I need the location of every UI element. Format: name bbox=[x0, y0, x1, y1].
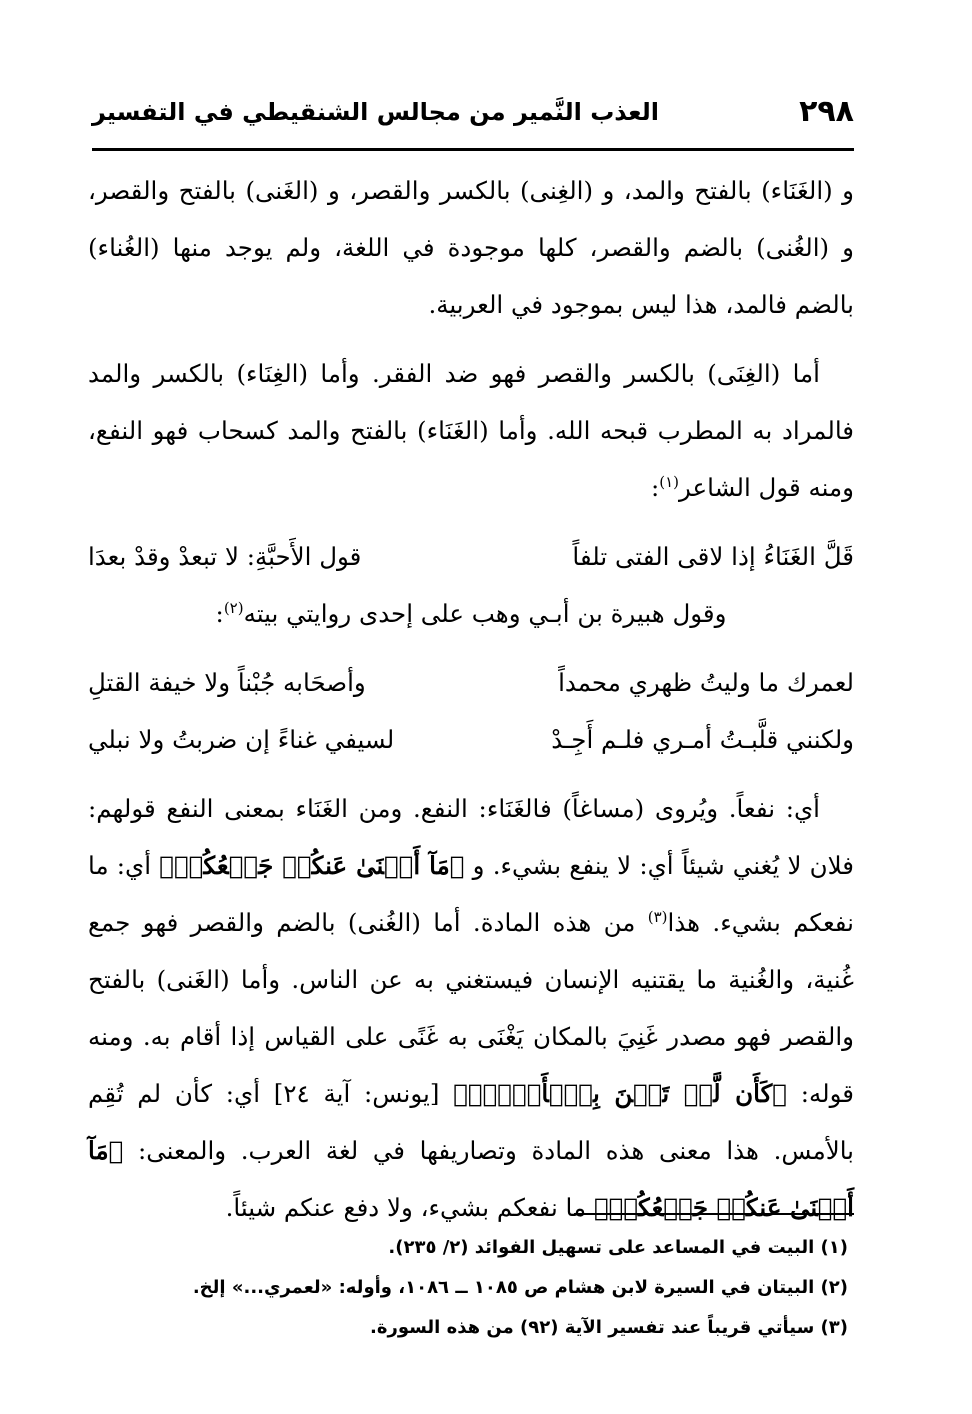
page-header bbox=[92, 88, 854, 151]
main-text bbox=[88, 162, 854, 1236]
paragraph-3-part-a: أي: نفعاً. ويُروى (مساغاً) فالغَنَاء: النفع. ومن الغَنَاء بمعنى النفع قولهم: فلان لا يُغني شيئاً أي: لا ينفع بشيء. و bbox=[88, 794, 854, 880]
verse-1-second-hemistich: قول الأَحبَّةِ: لا تبعدْ وقدْ بعدَا bbox=[88, 542, 362, 571]
footnote-divider bbox=[574, 1213, 854, 1215]
verse-2-first-hemistich: لعمرك ما وليتُ ظهري محمداً bbox=[558, 668, 854, 697]
paragraph-1: و (الغَنَاء) بالفتح والمد، و (الغِنى) بالكسر والقصر، و (الغَنى) بالفتح والقصر، و (الغُنى) بالضم والقصر، كلها موجودة في اللغة، ولم يوجد منها (الغُناء) بالضم فالمد، هذا ليس بموجود في العربية. bbox=[88, 176, 854, 319]
verse-intro-colon: : bbox=[215, 599, 224, 628]
footnotes bbox=[96, 1228, 848, 1348]
verse-1 bbox=[88, 528, 854, 585]
footnote-ref-3: (٣) bbox=[647, 907, 668, 926]
paragraph-2 bbox=[88, 345, 854, 516]
verse-3-first-hemistich: ولكنني قلَّبـتُ أمـري فلـم أَجِـدْ bbox=[551, 725, 854, 754]
quran-quote-1: ﴿مَآ أَغۡنَىٰ عَنكُمۡ جَمۡعُكُمۡ﴾ bbox=[159, 851, 465, 880]
verse-intro bbox=[88, 585, 854, 642]
paragraph-2-text: أما (الغِنَى) بالكسر والقصر فهو ضد الفقر. وأما (الغِنَاء) بالكسر والمد فالمراد به المطرب قبحه الله. وأما (الغَنَاء) بالفتح والمد كسحاب فهو النفع، ومنه قول الشاعر bbox=[88, 359, 854, 502]
verse-1-first-hemistich: قَلَّ الغَنَاءُ إذا لاقى الفتى تلفاً bbox=[572, 542, 854, 571]
paragraph-2-colon: : bbox=[650, 473, 660, 502]
quran-quote-3: ﴿مَآ أَغۡنَىٰ عَنكُمۡ جَمۡعُكُمۡ﴾ bbox=[88, 1136, 854, 1222]
verse-2-second-hemistich: وأصحَابه جُبْناً ولا خيفة القتلِ bbox=[88, 668, 366, 697]
footnote-1: (١) البيت في المساعد على تسهيل الفوائد (٢/ ٢٣٥). bbox=[388, 1237, 848, 1258]
footnote-3: (٣) سيأتي قريباً عند تفسير الآية (٩٢) من هذه السورة. bbox=[370, 1317, 848, 1338]
footnote-2: (٢) البيتان في السيرة لابن هشام ص ١٠٨٥ ــ ١٠٨٦، وأوله: «لعمري...» إلخ. bbox=[192, 1277, 848, 1298]
paragraph-3 bbox=[88, 780, 854, 1236]
footnote-ref-1: (١) bbox=[659, 472, 680, 491]
paragraph-3-part-b: أي: ما نفعكم بشيء. هذا bbox=[88, 851, 854, 937]
footnote-ref-2: (٢) bbox=[223, 598, 244, 617]
paragraph-3-part-c: من هذه المادة. أما (الغُنى) بالضم والقصر فهو جمع غُنية، والغُنية ما يقتنيه الإنسان فيستغني به عن الناس. وأما (الغَنى) بالفتح والقصر فهو مصدر غَنِيَ بالمكان يَغْنَى به غَنًى على القياس إذا أقام به. ومنه قوله: bbox=[88, 908, 854, 1108]
paragraph-3-part-e: ما نفعكم بشيء، ولا دفع عنكم شيئاً. bbox=[225, 1193, 587, 1222]
verse-3-second-hemistich: لسيفي غناءً إن ضربتُ ولا نبلي bbox=[88, 725, 395, 754]
paragraph-3-part-d: [يونس: آية ٢٤] أي: كأن لم تُقِم بالأمس. هذا معنى هذه المادة وتصاريفها في لغة العرب. والمعنى: bbox=[88, 1079, 854, 1165]
quran-quote-2: ﴿كَأَن لَّمۡ تَغۡنَ بِٱلۡأَمۡسِۚ﴾ bbox=[453, 1079, 787, 1108]
page-number: ٢٩٨ bbox=[799, 94, 854, 129]
verse-3 bbox=[88, 711, 854, 768]
running-title: العذب النَّمير من مجالس الشنقيطي في التفسير bbox=[92, 98, 659, 126]
verse-2 bbox=[88, 654, 854, 711]
verse-intro-text: وقول هبيرة بن أبـي وهب على إحدى روايتي بيته bbox=[243, 599, 727, 628]
